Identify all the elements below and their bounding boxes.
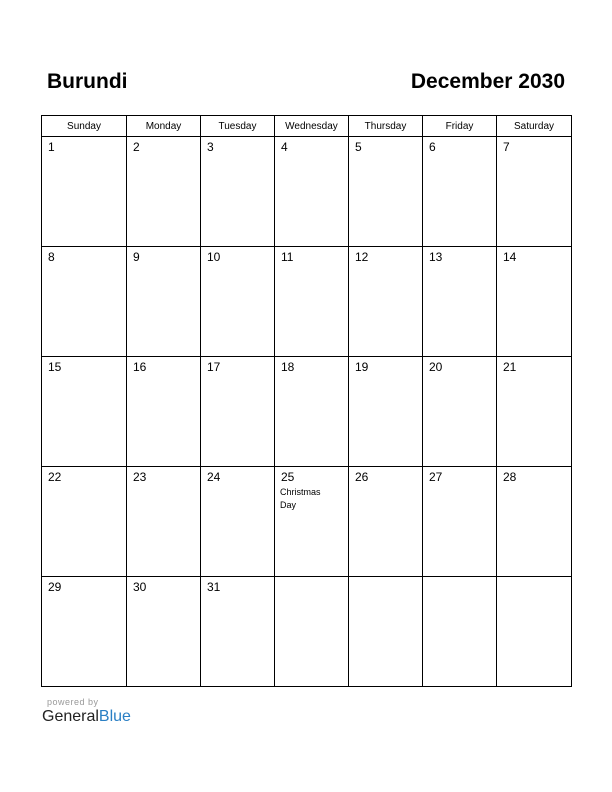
- day-number: 7: [503, 140, 510, 154]
- day-number: 1: [48, 140, 55, 154]
- day-cell: [349, 137, 423, 247]
- weekday-saturday: Saturday: [497, 116, 572, 137]
- day-cell: [423, 137, 497, 247]
- day-number: 14: [503, 250, 517, 264]
- week-row: [42, 357, 572, 467]
- holiday-label: Christmas Day: [280, 487, 321, 510]
- day-number: 22: [48, 470, 62, 484]
- day-cell: [127, 247, 201, 357]
- week-row: [42, 247, 572, 357]
- day-cell: [42, 467, 127, 577]
- day-number: 9: [133, 250, 140, 264]
- day-cell: [497, 357, 572, 467]
- day-cell: [275, 247, 349, 357]
- week-row: [42, 137, 572, 247]
- month-year-title: December 2030: [410, 70, 565, 93]
- week-row: [42, 467, 572, 577]
- day-cell: [275, 137, 349, 247]
- day-cell: [423, 247, 497, 357]
- day-cell: [201, 467, 275, 577]
- calendar-grid: [41, 115, 572, 687]
- day-cell: [201, 247, 275, 357]
- day-number: 27: [429, 470, 443, 484]
- day-number: 10: [207, 250, 221, 264]
- day-cell: [42, 357, 127, 467]
- day-number: 11: [281, 250, 294, 264]
- day-cell: [349, 247, 423, 357]
- day-number: 30: [133, 580, 147, 594]
- day-number: 21: [503, 360, 517, 374]
- day-number: 8: [48, 250, 55, 264]
- day-number: [423, 577, 496, 581]
- day-number: [497, 577, 571, 581]
- logo-text-general: General: [42, 708, 99, 725]
- day-cell: [497, 137, 572, 247]
- day-number: 17: [207, 360, 221, 374]
- empty-day-cell: [497, 577, 572, 687]
- day-number: 16: [133, 360, 147, 374]
- day-number: 5: [355, 140, 362, 154]
- day-cell: [497, 467, 572, 577]
- empty-day-cell: [349, 577, 423, 687]
- day-number: [349, 577, 422, 581]
- day-number: 13: [429, 250, 443, 264]
- day-number: 15: [48, 360, 62, 374]
- day-number: 31: [207, 580, 221, 594]
- day-number: 6: [429, 140, 436, 154]
- day-cell: [349, 357, 423, 467]
- day-cell: [127, 467, 201, 577]
- day-cell: [42, 577, 127, 687]
- week-row: [42, 577, 572, 687]
- weekday-header-row: [42, 116, 572, 137]
- logo-text-blue: Blue: [98, 708, 131, 725]
- weekday-monday: Monday: [127, 116, 201, 137]
- day-cell: [349, 467, 423, 577]
- day-cell: [201, 357, 275, 467]
- day-number: [275, 577, 348, 581]
- day-cell: [42, 247, 127, 357]
- day-cell: [127, 577, 201, 687]
- weekday-sunday: Sunday: [42, 116, 127, 137]
- day-cell: [42, 137, 127, 247]
- day-number: 4: [281, 140, 288, 154]
- day-number: 25: [281, 470, 295, 484]
- day-number: 18: [281, 360, 295, 374]
- weekday-thursday: Thursday: [349, 116, 423, 137]
- weekday-friday: Friday: [423, 116, 497, 137]
- day-cell: [201, 137, 275, 247]
- generalblue-logo: [42, 708, 131, 726]
- day-cell: [275, 467, 349, 577]
- day-cell: [275, 357, 349, 467]
- day-number: 3: [207, 140, 214, 154]
- day-cell: [497, 247, 572, 357]
- day-number: 24: [207, 470, 221, 484]
- powered-by-label: powered by: [47, 697, 99, 707]
- day-number: 23: [133, 470, 147, 484]
- weekday-wednesday: Wednesday: [275, 116, 349, 137]
- weekday-tuesday: Tuesday: [201, 116, 275, 137]
- empty-day-cell: [423, 577, 497, 687]
- day-cell: [127, 137, 201, 247]
- day-number: 26: [355, 470, 369, 484]
- country-title: Burundi: [47, 70, 128, 93]
- day-cell: [127, 357, 201, 467]
- day-cell: [201, 577, 275, 687]
- day-number: 29: [48, 580, 62, 594]
- day-number: 2: [133, 140, 140, 154]
- empty-day-cell: [275, 577, 349, 687]
- day-cell: [423, 467, 497, 577]
- day-number: 20: [429, 360, 443, 374]
- day-cell: [423, 357, 497, 467]
- day-number: 19: [355, 360, 369, 374]
- day-number: 12: [355, 250, 369, 264]
- day-number: 28: [503, 470, 517, 484]
